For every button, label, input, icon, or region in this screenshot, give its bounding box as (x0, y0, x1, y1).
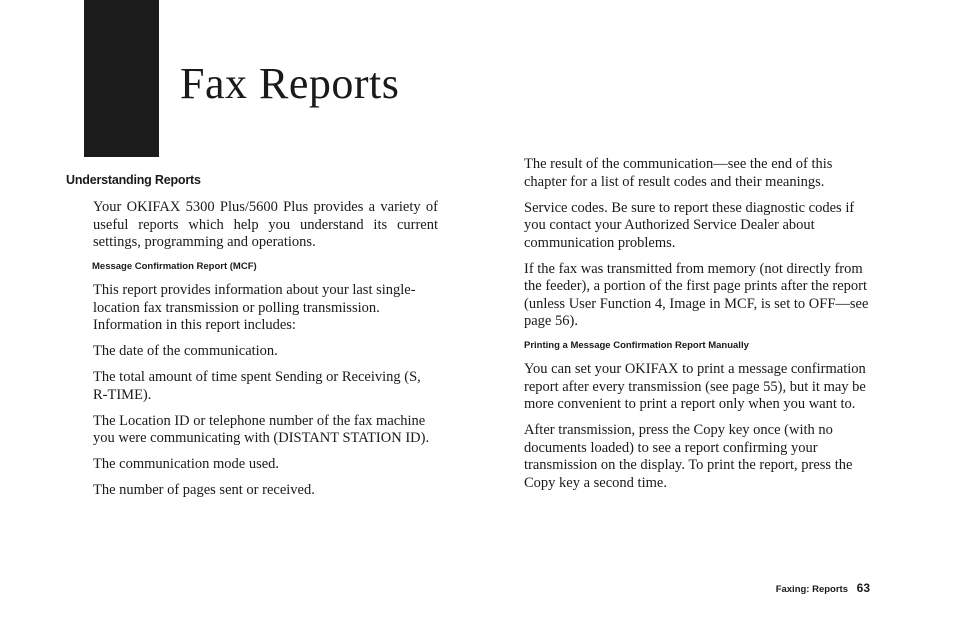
list-item-result: The result of the communication—see the end of this chapter for a list of result codes and their meanings. (524, 156, 833, 190)
mcf-intro-paragraph: This report provides information about your last single-location fax transmission or polling transmission. Information in this report includes: (93, 282, 416, 333)
list-item-time: The total amount of time spent Sending or Receiving (S, R-TIME). (93, 369, 421, 403)
list-item-date: The date of the communication. (93, 343, 278, 359)
intro-paragraph: Your OKIFAX 5300 Plus/5600 Plus provides a variety of useful reports which help you understand its current settings, programming and operations. (93, 199, 438, 250)
manual-paragraph-2: After transmission, press the Copy key once (with no documents loaded) to see a report confirming your transmission on the display. To print the report, press the Copy key a second time. (524, 422, 853, 491)
page-footer (776, 581, 870, 595)
chapter-tab-block (84, 0, 159, 157)
section-heading: Understanding Reports (66, 173, 201, 187)
manual-paragraph-1: You can set your OKIFAX to print a message confirmation report after every transmission (see page 55), but it may be more convenient to print a report only when you want to. (524, 361, 866, 412)
list-item-memory: If the fax was transmitted from memory (not directly from the feeder), a portion of the first page prints after the report (unless User Function 4, Image in MCF, is set to OFF—see page 56). (524, 260, 869, 329)
page-number: 63 (856, 581, 870, 595)
chapter-title: Fax Reports (180, 59, 400, 108)
left-column (93, 199, 438, 508)
right-column (524, 156, 869, 501)
list-item-location: The Location ID or telephone number of the fax machine you were communicating with (DISTANT STATION ID). (93, 412, 430, 446)
manual-print-heading: Printing a Message Confirmation Report Manually (524, 340, 749, 351)
list-item-service-codes: Service codes. Be sure to report these diagnostic codes if you contact your Authorized Service Dealer about communication problems. (524, 199, 855, 251)
footer-section-label: Faxing: Reports (775, 584, 848, 595)
list-item-mode: The communication mode used. (93, 456, 280, 472)
list-item-pages: The number of pages sent or received. (93, 482, 315, 498)
mcf-heading: Message Confirmation Report (MCF) (92, 261, 257, 272)
